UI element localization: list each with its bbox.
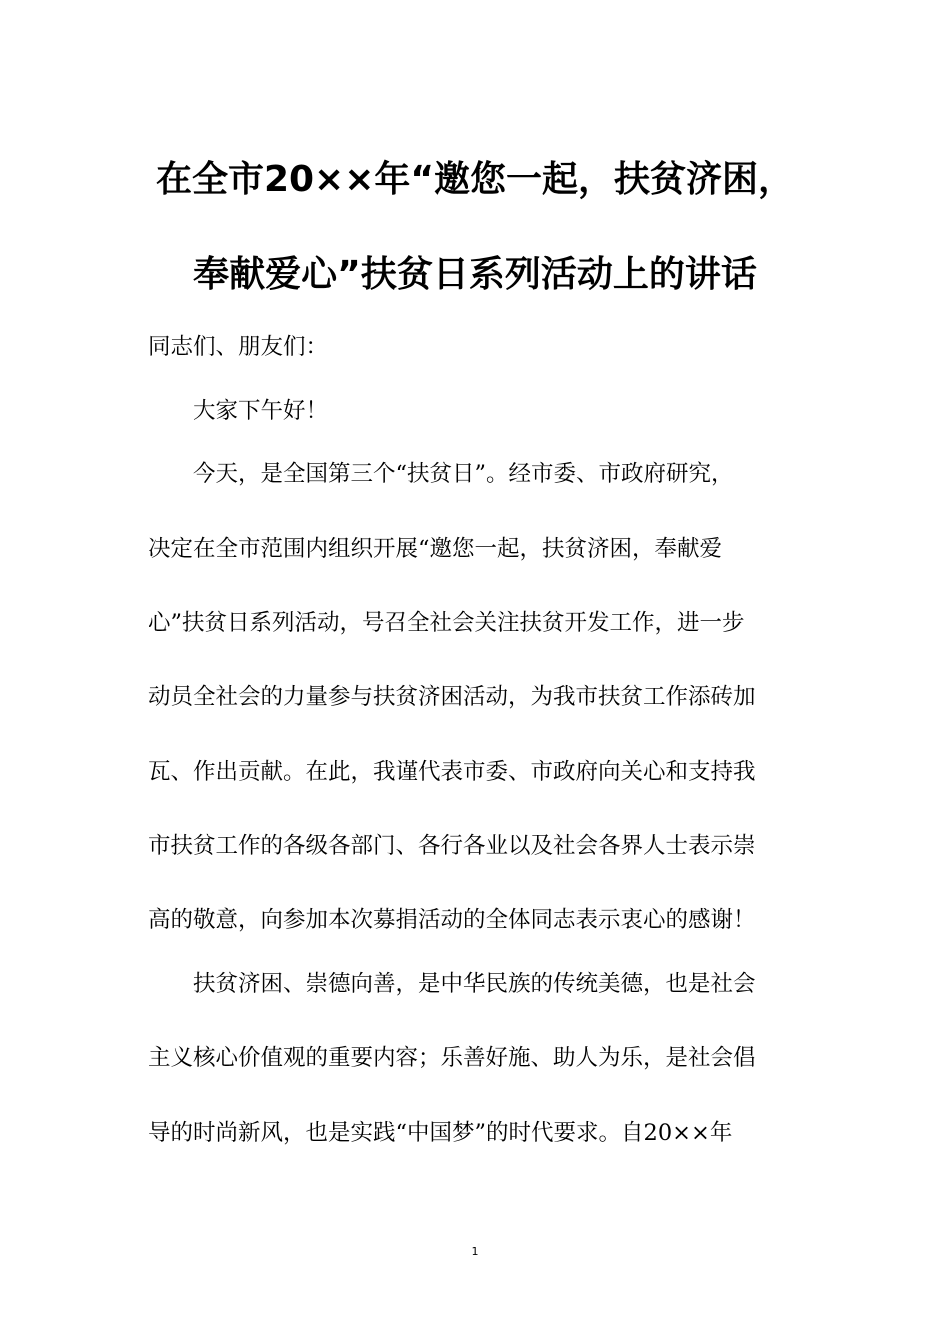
paragraph-line: 主义核心价值观的重要内容；乐善好施、助人为乐，是社会倡 — [148, 1045, 756, 1071]
paragraph-line: 今天，是全国第三个“扶贫日”。经市委、市政府研究， — [193, 461, 734, 487]
paragraph-line: 扶贫济困、崇德向善，是中华民族的传统美德，也是社会 — [193, 971, 756, 997]
paragraph-line: 决定在全市范围内组织开展“邀您一起，扶贫济困，奉献爱 — [148, 536, 723, 562]
paragraph-line: 导的时尚新风，也是实践“中国梦”的时代要求。自20××年 — [148, 1120, 733, 1146]
paragraph-line: 心”扶贫日系列活动，号召全社会关注扶贫开发工作，进一步 — [148, 610, 745, 636]
paragraph-line: 瓦、作出贡献。在此，我谨代表市委、市政府向关心和支持我 — [148, 759, 756, 785]
page-number: 1 — [471, 1245, 479, 1258]
document-title-line-1: 在全市20××年“邀您一起，扶贫济困， — [155, 159, 795, 200]
paragraph-line: 动员全社会的力量参与扶贫济困活动，为我市扶贫工作添砖加 — [148, 684, 756, 710]
paragraph-line: 市扶贫工作的各级各部门、各行各业以及社会各界人士表示崇 — [148, 833, 756, 859]
greeting: 大家下午好！ — [193, 398, 329, 424]
paragraph-line: 高的敬意，向参加本次募捐活动的全体同志表示衷心的感谢！ — [148, 907, 756, 933]
document-title-line-2: 奉献爱心”扶贫日系列活动上的讲话 — [193, 254, 757, 295]
salutation: 同志们、朋友们： — [148, 334, 329, 360]
